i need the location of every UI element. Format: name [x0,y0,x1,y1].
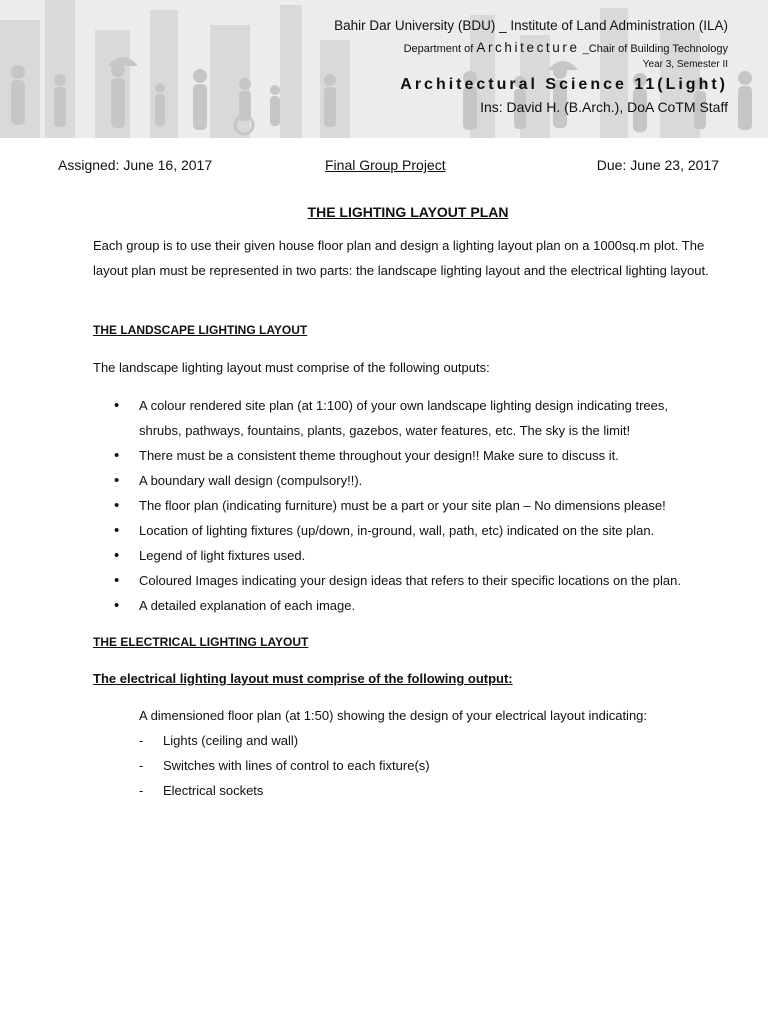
institution-line: Bahir Dar University (BDU) _ Institute of Land Administration (ILA) [334,18,728,33]
due-date: Due: June 23, 2017 [596,157,719,173]
instructor-line: Ins: David H. (B.Arch.), DoA CoTM Staff [480,99,728,115]
list-item: - Lights (ceiling and wall) [139,728,430,753]
electrical-section-heading: THE ELECTRICAL LIGHTING LAYOUT [93,635,309,649]
list-item: • Coloured Images indicating your design ideas that refers to their specific locations on the plan. [93,568,713,593]
landscape-lead-text: The landscape lighting layout must comprise of the following outputs: [93,360,490,375]
list-item: • There must be a consistent theme throughout your design!! Make sure to discuss it. [93,443,713,468]
list-item: • A colour rendered site plan (at 1:100) of your own landscape lighting design indicating trees, shrubs, pathways, fountains, plants, gazebos, water features, etc. The sky is the limit! [93,393,713,443]
department-name: Architecture [476,40,580,55]
department-suffix: _Chair of Building Technology [579,43,728,55]
assigned-date: Assigned: June 16, 2017 [58,157,213,173]
document-title: THE LIGHTING LAYOUT PLAN [307,204,509,220]
list-item: • Legend of light fixtures used. [93,543,713,568]
list-item: • A boundary wall design (compulsory!!). [93,468,713,493]
list-item: - Electrical sockets [139,778,430,803]
year-semester-line: Year 3, Semester II [642,59,728,70]
header-banner [0,0,768,138]
landscape-outputs-list [93,393,713,618]
intro-paragraph: Each group is to use their given house floor plan and design a lighting layout plan on a 1000sq.m plot. The layout plan must be represented in two parts: the landscape lighting layout and the electrical lighting layout. [93,238,709,278]
electrical-intro-text: A dimensioned floor plan (at 1:50) showing the design of your electrical layout indicating: [139,708,648,723]
electrical-items-list [139,728,430,803]
department-prefix: Department of [403,43,477,55]
list-item: - Switches with lines of control to each fixture(s) [139,753,430,778]
list-item: • The floor plan (indicating furniture) must be a part or your site plan – No dimensions please! [93,493,713,518]
list-item: • Location of lighting fixtures (up/down, in-ground, wall, path, etc) indicated on the site plan. [93,518,713,543]
list-item: • A detailed explanation of each image. [93,593,713,618]
electrical-lead-text: The electrical lighting layout must comprise of the following output: [93,671,513,686]
project-label: Final Group Project [325,157,446,173]
course-title: Architectural Science 11(Light) [400,76,728,93]
department-line [404,40,728,55]
landscape-section-heading: THE LANDSCAPE LIGHTING LAYOUT [93,323,308,337]
